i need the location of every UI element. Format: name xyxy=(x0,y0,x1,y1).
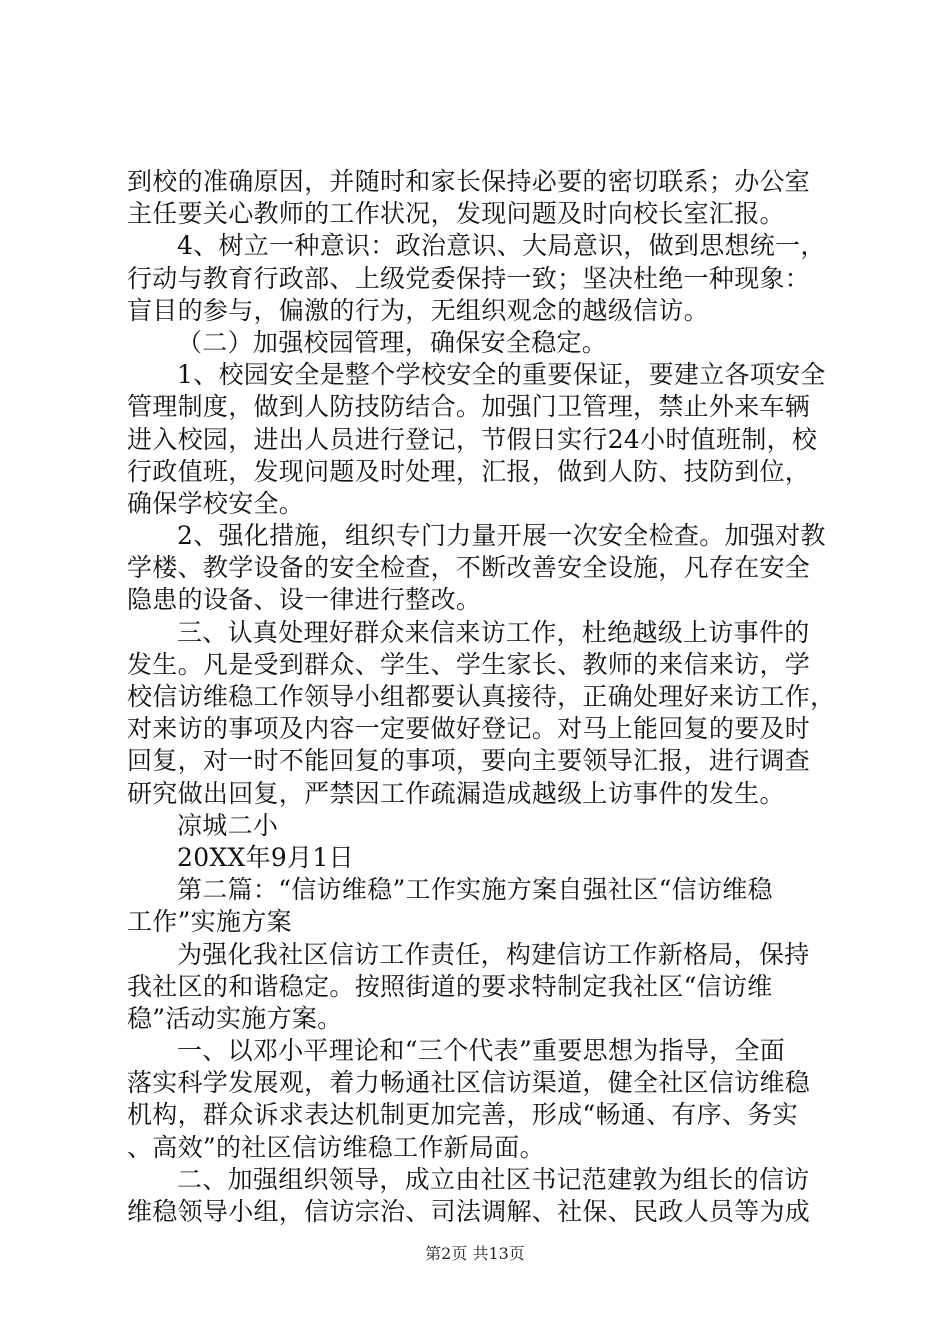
text-line: 工作”实施方案 xyxy=(127,907,292,937)
text-line: 落实科学发展观，着力畅通社区信访渠道，健全社区信访维稳 xyxy=(127,1068,811,1098)
text-line: 维稳领导小组，信访宗治、司法调解、社保、民政人员等为成 xyxy=(127,1197,811,1226)
text-line: 主任要关心教师的工作状况，发现问题及时向校长室汇报。 xyxy=(127,199,785,229)
text-line: 为强化我社区信访工作责任，构建信访工作新格局，保持 xyxy=(177,939,810,969)
text-line: 行动与教育行政部、上级党委保持一致；坚决杜绝一种现象： xyxy=(127,263,811,293)
page-footer: 第2页 共13页 xyxy=(425,1244,525,1263)
text-line: 4、树立一种意识：政治意识、大局意识，做到思想统一， xyxy=(177,231,826,261)
text-line: 对来访的事项及内容一定要做好登记。对马上能回复的要及时 xyxy=(127,714,811,744)
text-line: 2、强化措施，组织专门力量开展一次安全检查。加强对教 xyxy=(177,521,826,551)
text-line: 三、认真处理好群众来信来访工作，杜绝越级上访事件的 xyxy=(177,617,810,647)
text-line: 进入校园，进出人员进行登记，节假日实行24小时值班制，校 xyxy=(127,424,818,454)
text-line: 隐患的设备、设一律进行整改。 xyxy=(127,585,482,615)
text-line: 确保学校安全。 xyxy=(127,488,305,518)
text-line: 我社区的和谐稳定。按照街道的要求特制定我社区“信访维 xyxy=(127,971,773,1001)
text-line: 稳”活动实施方案。 xyxy=(127,1003,343,1033)
text-line: 校信访维稳工作领导小组都要认真接待，正确处理好来访工作， xyxy=(127,682,836,711)
text-line: 行政值班，发现问题及时处理，汇报，做到人防、技防到位， xyxy=(127,456,811,486)
text-line: 到校的准确原因，并随时和家长保持必要的密切联系；办公室 xyxy=(127,167,811,196)
text-line: 1、校园安全是整个学校安全的重要保证，要建立各项安全 xyxy=(177,360,826,390)
text-line: 第二篇：“信访维稳”工作实施方案自强社区“信访维稳 xyxy=(177,875,773,905)
text-line: 回复，对一时不能回复的事项，要向主要领导汇报，进行调查 xyxy=(127,746,811,776)
text-line: 、高效”的社区信访维稳工作新局面。 xyxy=(127,1132,545,1162)
text-line: 发生。凡是受到群众、学生、学生家长、教师的来信来访，学 xyxy=(127,649,811,679)
text-line: 二、加强组织领导，成立由社区书记范建敦为组长的信访 xyxy=(177,1164,810,1194)
text-line: 凉城二小 xyxy=(177,810,279,840)
text-line: 研究做出回复，严禁因工作疏漏造成越级上访事件的发生。 xyxy=(127,778,785,808)
text-line: 一、以邓小平理论和“三个代表”重要思想为指导，全面 xyxy=(177,1036,786,1066)
document-body xyxy=(127,166,837,1228)
text-line: 学楼、教学设备的安全检查，不断改善安全设施，凡存在安全 xyxy=(127,553,811,583)
text-line: （二）加强校园管理，确保安全稳定。 xyxy=(177,327,608,357)
text-line: 管理制度，做到人防技防结合。加强门卫管理，禁止外来车辆 xyxy=(127,392,811,422)
text-line: 20XX年9月1日 xyxy=(177,842,354,872)
text-line: 机构，群众诉求表达机制更加完善，形成“畅通、有序、务实 xyxy=(127,1100,798,1130)
text-line: 盲目的参与，偏激的行为，无组织观念的越级信访。 xyxy=(127,295,709,325)
